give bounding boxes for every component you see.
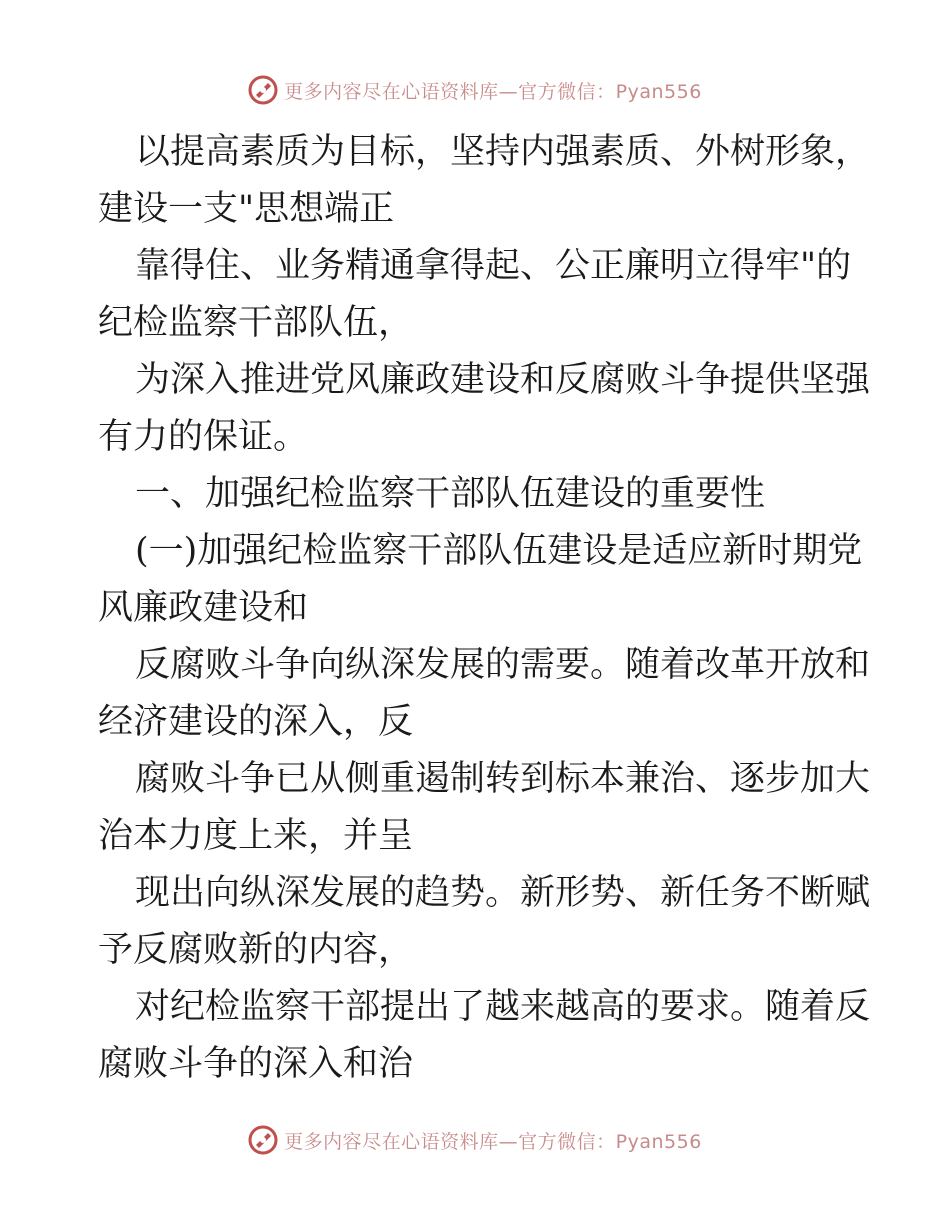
subsection-heading: (一)加强纪检监察干部队伍建设是适应新时期党 (135, 531, 863, 571)
text-line: 经济建设的深入，反 (98, 702, 414, 742)
text-line: 对纪检监察干部提出了越来越高的要求。随着反 (135, 987, 871, 1027)
logo-icon (248, 1125, 278, 1155)
watermark-text: 更多内容尽在心语资料库—官方微信：Pyan556 (284, 1130, 702, 1153)
text-line: 为深入推进党风廉政建设和反腐败斗争提供坚强 (135, 360, 871, 400)
text-line: 予反腐败新的内容， (98, 930, 414, 970)
header-watermark (0, 70, 950, 110)
logo-icon (248, 75, 278, 105)
text-line: 风廉政建设和 (98, 588, 309, 628)
text-line: 有力的保证。 (98, 417, 309, 457)
watermark-text: 更多内容尽在心语资料库—官方微信：Pyan556 (284, 80, 702, 103)
text-line: 纪检监察干部队伍， (98, 303, 414, 343)
text-line: 建设一支"思想端正 (98, 189, 395, 229)
footer-watermark (0, 1120, 950, 1160)
text-line: 腐败斗争已从侧重遏制转到标本兼治、逐步加大 (135, 759, 871, 799)
text-line: 反腐败斗争向纵深发展的需要。随着改革开放和 (135, 645, 871, 685)
text-line: 腐败斗争的深入和治 (98, 1044, 414, 1084)
text-line: 靠得住、业务精通拿得起、公正廉明立得牢"的 (135, 246, 852, 286)
document-body (98, 124, 871, 1093)
section-heading: 一、加强纪检监察干部队伍建设的重要性 (135, 474, 766, 514)
text-line: 现出向纵深发展的趋势。新形势、新任务不断赋 (135, 873, 871, 913)
text-line: 治本力度上来，并呈 (98, 816, 414, 856)
text-line: 以提高素质为目标，坚持内强素质、外树形象， (135, 132, 871, 172)
